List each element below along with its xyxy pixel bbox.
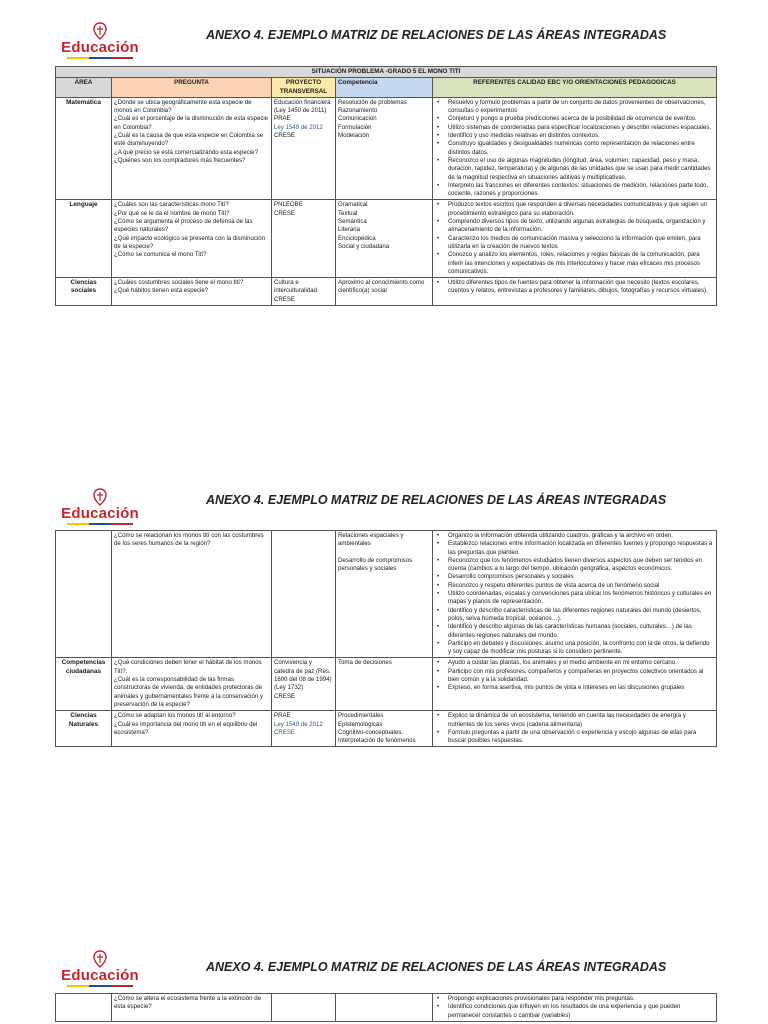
pregunta-text: ¿Cuáles costumbres sociales tiene el mono tití? bbox=[114, 279, 244, 287]
proyecto-text: CRESE bbox=[274, 728, 295, 736]
header-area: ÁREA bbox=[56, 78, 112, 98]
proyecto-text: CRESE bbox=[274, 692, 295, 700]
preguntas-cell bbox=[112, 658, 272, 711]
referente-item: • Utilizo sistemas de coordenadas para especificar localizaciones y describir relaciones espaciales. bbox=[444, 124, 714, 132]
competencia-cell bbox=[336, 658, 433, 711]
table-row bbox=[56, 994, 717, 1022]
referentes-list bbox=[435, 712, 714, 745]
referente-item: • Conjeturo y pongo a prueba predicciones acerca de la posibilidad de ocurrencia de eventos. bbox=[444, 115, 714, 123]
preguntas-cell bbox=[112, 531, 272, 658]
flag-stripe bbox=[67, 57, 133, 59]
referente-item: • Propongo explicaciones provisionales para responder mis preguntas. bbox=[444, 995, 714, 1003]
referente-item: • Participo en debates y discusiones: asumo una posición, la confronto con la de otros, la defiendo y soy capaz de modificar mis posturas si lo considero pertinente. bbox=[444, 640, 714, 657]
referentes-cell bbox=[433, 278, 717, 306]
proyecto-cell bbox=[272, 994, 336, 1022]
pregunta-text: ¿Quiénes son los compradores más frecuentes? bbox=[114, 156, 246, 164]
area-cell: Ciencias sociales bbox=[56, 278, 112, 306]
brand-name: Educación bbox=[61, 967, 139, 984]
referente-item: • Caracterizo los medios de comunicación masiva y selecciono la información que emiten, para utilizarla en la creación de nuevos textos bbox=[444, 235, 714, 252]
competencia-text: Razonamiento bbox=[338, 107, 378, 115]
referente-item: • Resuelvo y formulo problemas a partir de un conjunto de datos provenientes de observaciones, consultas o experimentos bbox=[444, 99, 714, 116]
header-referentes: REFERENTES CALIDAD EBC Y/O ORIENTACIONES PEDAGOGICAS bbox=[433, 78, 717, 98]
referentes-cell bbox=[433, 531, 717, 658]
table-row bbox=[56, 278, 717, 306]
referentes-list bbox=[435, 659, 714, 692]
competencia-text: Formulación bbox=[338, 123, 372, 131]
competencia-text: Semántica bbox=[338, 218, 367, 226]
competencia-text: Relaciones espaciales y ambientales bbox=[338, 532, 404, 548]
competencia-cell bbox=[336, 200, 433, 278]
pregunta-text: ¿Cuáles son las características mono Tití? bbox=[114, 201, 229, 209]
header-row bbox=[56, 78, 717, 98]
proyecto-cell bbox=[272, 711, 336, 747]
referentes-cell bbox=[433, 97, 717, 200]
competencia-text: Epistemológicas bbox=[338, 720, 383, 728]
referente-item: • Expreso, en forma asertiva, mis puntos de vista e intereses en las discusiones grupales bbox=[444, 684, 714, 692]
brand-name: Educación bbox=[61, 39, 139, 56]
proyecto-text: PRAE bbox=[274, 712, 291, 720]
page-title: ANEXO 4. EJEMPLO MATRIZ DE RELACIONES DE LAS ÁREAS INTEGRADAS bbox=[206, 28, 667, 42]
area-cell: Lenguaje bbox=[56, 200, 112, 278]
referente-item: • Identifico y describo algunas de las características humanas (sociales, culturales…) de las diferentes regiones naturales del mundo. bbox=[444, 623, 714, 640]
preguntas-cell bbox=[112, 711, 272, 747]
referente-item: • Comprendo diversos tipos de texto, utilizando algunas estrategias de búsqueda, organización y almacenamiento de la información. bbox=[444, 218, 714, 235]
referentes-cell bbox=[433, 711, 717, 747]
referente-item: • Explico la dinámica de un ecosistema, teniendo en cuenta las necesidades de energía y nutrientes de los seres vivos (cadena alimentaria) bbox=[444, 712, 714, 729]
header-competencia: Competencia bbox=[336, 78, 433, 98]
pregunta-text: ¿Cuál es importancia del mono tití en el equilibrio del ecosistema? bbox=[114, 720, 258, 736]
preguntas-cell bbox=[112, 994, 272, 1022]
referente-item: • Identifico y uso medidas relativas en distintos contextos. bbox=[444, 132, 714, 140]
preguntas-cell bbox=[112, 278, 272, 306]
referente-item: • Construyo igualdades y desigualdades numéricas como representación de relaciones entre distintos datos. bbox=[444, 140, 714, 157]
flag-stripe bbox=[67, 523, 133, 525]
proyecto-cell bbox=[272, 97, 336, 200]
referente-item: • Participo con mis profesores, compañeros y compañeras en proyectos colectivos orientados al bien común y a la solidaridad. bbox=[444, 668, 714, 685]
pregunta-text: ¿Cómo se comunica el mono Tití? bbox=[114, 251, 207, 259]
referente-item: • Desarrollo compromisos personales y sociales bbox=[444, 573, 714, 581]
competencia-cell bbox=[336, 97, 433, 200]
competencia-cell bbox=[336, 531, 433, 658]
relations-matrix-table bbox=[55, 530, 717, 747]
proyecto-text: CRESE bbox=[274, 132, 295, 140]
referente-item: • Reconozco el uso de algunas magnitudes (longitud, área, volumen, capacidad, peso y masa, duración, rapidez, temperatura) y de algunas de las unidades que se usan para medir cantidades de la magnitud respectiva en situaciones aditivas y multiplicativas. bbox=[444, 157, 714, 182]
proyecto-text: Convivencia y catedra de paz (Res. 1600 del 08 de 1994) bbox=[274, 659, 332, 684]
proyecto-text: CRESE bbox=[274, 295, 295, 303]
pregunta-text: ¿Cómo se argumenta el proceso de defensa de las especies naturales? bbox=[114, 218, 253, 234]
education-logo bbox=[60, 950, 140, 987]
area-cell: Competencias ciudadanas bbox=[56, 658, 112, 711]
referente-item: • Interpreto las fracciones en diferentes contextos: situaciones de medición, relaciones parte todo, cociente, razones y proporciones. bbox=[444, 182, 714, 199]
competencia-text: Toma de decisiones bbox=[338, 659, 392, 667]
table-row bbox=[56, 97, 717, 200]
referente-item: • Utilizo coordenadas, escalas y convenciones para ubicar los fenómenos históricos y culturales en mapas y planos de representación. bbox=[444, 590, 714, 607]
table-row bbox=[56, 658, 717, 711]
competencia-text: Desarrollo de compromisos personales y sociales bbox=[338, 556, 413, 572]
referente-item: • Identifico y describo características de las diferentes regiones naturales del mundo (desiertos, polos, selva húmeda tropical, océanos…). bbox=[444, 607, 714, 624]
proyecto-text: CRESE bbox=[274, 209, 295, 217]
proyecto-text: PNLEOBE bbox=[274, 201, 303, 209]
pregunta-text: ¿Cuál es la causa de que esta especie en Colombia se esté disminuyendo? bbox=[114, 132, 264, 148]
competencia-text: Procedimentales bbox=[338, 712, 384, 720]
competencia-text: Enciclopédica bbox=[338, 234, 376, 242]
table-row bbox=[56, 200, 717, 278]
competencia-text: Modelación bbox=[338, 132, 370, 140]
education-logo bbox=[60, 22, 140, 59]
proyecto-text: Ley 1549 de 2012 bbox=[274, 123, 323, 131]
education-logo bbox=[60, 488, 140, 525]
pregunta-text: ¿A qué precio se está comercializando esta especie? bbox=[114, 148, 258, 156]
referentes-cell bbox=[433, 658, 717, 711]
referentes-list bbox=[435, 99, 714, 199]
flag-stripe bbox=[67, 985, 133, 987]
area-cell bbox=[56, 531, 112, 658]
proyecto-cell bbox=[272, 200, 336, 278]
competencia-text: Gramatical bbox=[338, 201, 368, 209]
referentes-list bbox=[435, 532, 714, 656]
competencia-text: Cognitivo-conceptuales. bbox=[338, 728, 404, 736]
pregunta-text: ¿Qué condiciones deben tener el hábitat de los monos Tití?. bbox=[114, 659, 262, 675]
proyecto-text: (Ley 1732) bbox=[274, 684, 304, 692]
proyecto-text: Educación financiera (Ley 1450 de 2011) bbox=[274, 98, 331, 115]
pregunta-text: ¿Qué hábitos tienen esta especie? bbox=[114, 287, 209, 295]
referente-item: • Ayudo a cuidar las plantas, los animales y el medio ambiente en mi entorno cercano. bbox=[444, 659, 714, 667]
crest-icon bbox=[90, 22, 110, 40]
preguntas-cell bbox=[112, 200, 272, 278]
crest-icon bbox=[90, 950, 110, 968]
proyecto-text: PRAE bbox=[274, 115, 291, 123]
area-cell: Ciencias Naturales bbox=[56, 711, 112, 747]
competencia-text: Literaria bbox=[338, 226, 361, 234]
referente-item: • Reconozco y respeto diferentes puntos de vista acerca de un fenómeno social bbox=[444, 582, 714, 590]
referentes-cell bbox=[433, 994, 717, 1022]
header-pregunta: PREGUNTA bbox=[112, 78, 272, 98]
referente-item: • Produzco textos escritos que responden a diversas necesidades comunicativas y que siguen un procedimiento estratégico para su elaboración. bbox=[444, 201, 714, 218]
table-row bbox=[56, 711, 717, 747]
proyecto-cell bbox=[272, 278, 336, 306]
referentes-cell bbox=[433, 200, 717, 278]
referente-item: • Conozco y analizo los elementos, roles, relaciones y reglas básicas de la comunicación, para inferir las intenciones y expectativas de mis interlocutores y hacer más eficaces mis procesos comunicativos. bbox=[444, 251, 714, 276]
situation-row bbox=[56, 67, 717, 78]
referente-item: • Organizo la información obtenida utilizando cuadros, gráficas y la archivo en orden. bbox=[444, 532, 714, 540]
referente-item: • Utilizo diferentes tipos de fuentes para obtener la información que necesito (textos escolares, cuentos y relatos, entrevistas a profesores y familiares, dibujos, fotografías y recursos virtuales). bbox=[444, 279, 714, 296]
pregunta-text: ¿Por qué se le da el nombre de mono Tití? bbox=[114, 209, 230, 217]
competencia-text: Social y ciudadana bbox=[338, 242, 390, 250]
table-row bbox=[56, 531, 717, 658]
competencia-text: Aproximo al conocimiento como científico(a) social bbox=[338, 279, 425, 295]
referentes-list bbox=[435, 279, 714, 296]
referentes-list bbox=[435, 995, 714, 1020]
pregunta-text: ¿Dónde se ubica geográficamente esta especie de monos en Colombia? bbox=[114, 98, 252, 115]
page-title: ANEXO 4. EJEMPLO MATRIZ DE RELACIONES DE LAS ÁREAS INTEGRADAS bbox=[206, 493, 667, 507]
preguntas-cell bbox=[112, 97, 272, 200]
crest-icon bbox=[90, 488, 110, 506]
relations-matrix-table bbox=[55, 993, 717, 1022]
header-proyecto: PROYECTO TRANSVERSAL bbox=[272, 78, 336, 98]
pregunta-text: ¿Cómo se adaptan los monos tití al entorno? bbox=[114, 712, 236, 720]
proyecto-text: Ley 1549 de 2012 bbox=[274, 720, 323, 728]
referente-item: • Formulo preguntas a partir de una observación o experiencia y escojo algunas de ellas para buscar posibles respuestas. bbox=[444, 729, 714, 746]
proyecto-cell bbox=[272, 531, 336, 658]
referentes-list bbox=[435, 201, 714, 276]
proyecto-cell bbox=[272, 658, 336, 711]
competencia-cell bbox=[336, 278, 433, 306]
competencia-text: Comunicación bbox=[338, 115, 377, 123]
referente-item: • Reconozco que los fenómenos estudiados tienen diversos aspectos que deben ser tenidos en cuenta (cambios a lo largo del tiempo, ubicación geográfica, aspectos económicos. bbox=[444, 557, 714, 574]
competencia-cell bbox=[336, 711, 433, 747]
competencia-text: Textual bbox=[338, 209, 358, 217]
proyecto-text: Cultura e interculturalidad bbox=[274, 279, 318, 295]
competencia-text: Resolución de problemas bbox=[338, 98, 407, 106]
page-title: ANEXO 4. EJEMPLO MATRIZ DE RELACIONES DE LAS ÁREAS INTEGRADAS bbox=[206, 960, 667, 974]
brand-name: Educación bbox=[61, 505, 139, 522]
pregunta-text: ¿Cómo se relacionan los monos tití con las costumbres de los seres humanos de la región? bbox=[114, 532, 264, 548]
competencia-text: Interpretación de fenómenos bbox=[338, 737, 416, 745]
situation-label: SITUACIÓN PROBLEMA -GRADO 5 EL MONO TITI bbox=[56, 67, 717, 78]
pregunta-text: ¿Cuál es el porcentaje de la disminución de esta especie en Colombia? bbox=[114, 115, 269, 131]
area-cell: Matemática bbox=[56, 97, 112, 200]
referente-item: • Identifico condiciones que influyen en los resultados de una experiencia y que pueden permanecer constantes o cambiar (variables) bbox=[444, 1003, 714, 1020]
pregunta-text: ¿Qué impacto ecológico se presenta con la disminución de la especie? bbox=[114, 234, 266, 250]
competencia-cell bbox=[336, 994, 433, 1022]
pregunta-text: ¿Cómo se altera el ecosistema frente a la extinción de esta especie? bbox=[114, 995, 261, 1011]
area-cell bbox=[56, 994, 112, 1022]
pregunta-text: ¿Cuál es la corresponsabilidad de las firmas constructoras de vivienda, de entidades protectoras de animales y gubernamentales frente a la conservación y preservación de la especie? bbox=[114, 676, 264, 708]
relations-matrix-table bbox=[55, 66, 717, 306]
referente-item: • Establezco relaciones entre información localizada en diferentes fuentes y propongo respuestas a las preguntas que planteo. bbox=[444, 540, 714, 557]
